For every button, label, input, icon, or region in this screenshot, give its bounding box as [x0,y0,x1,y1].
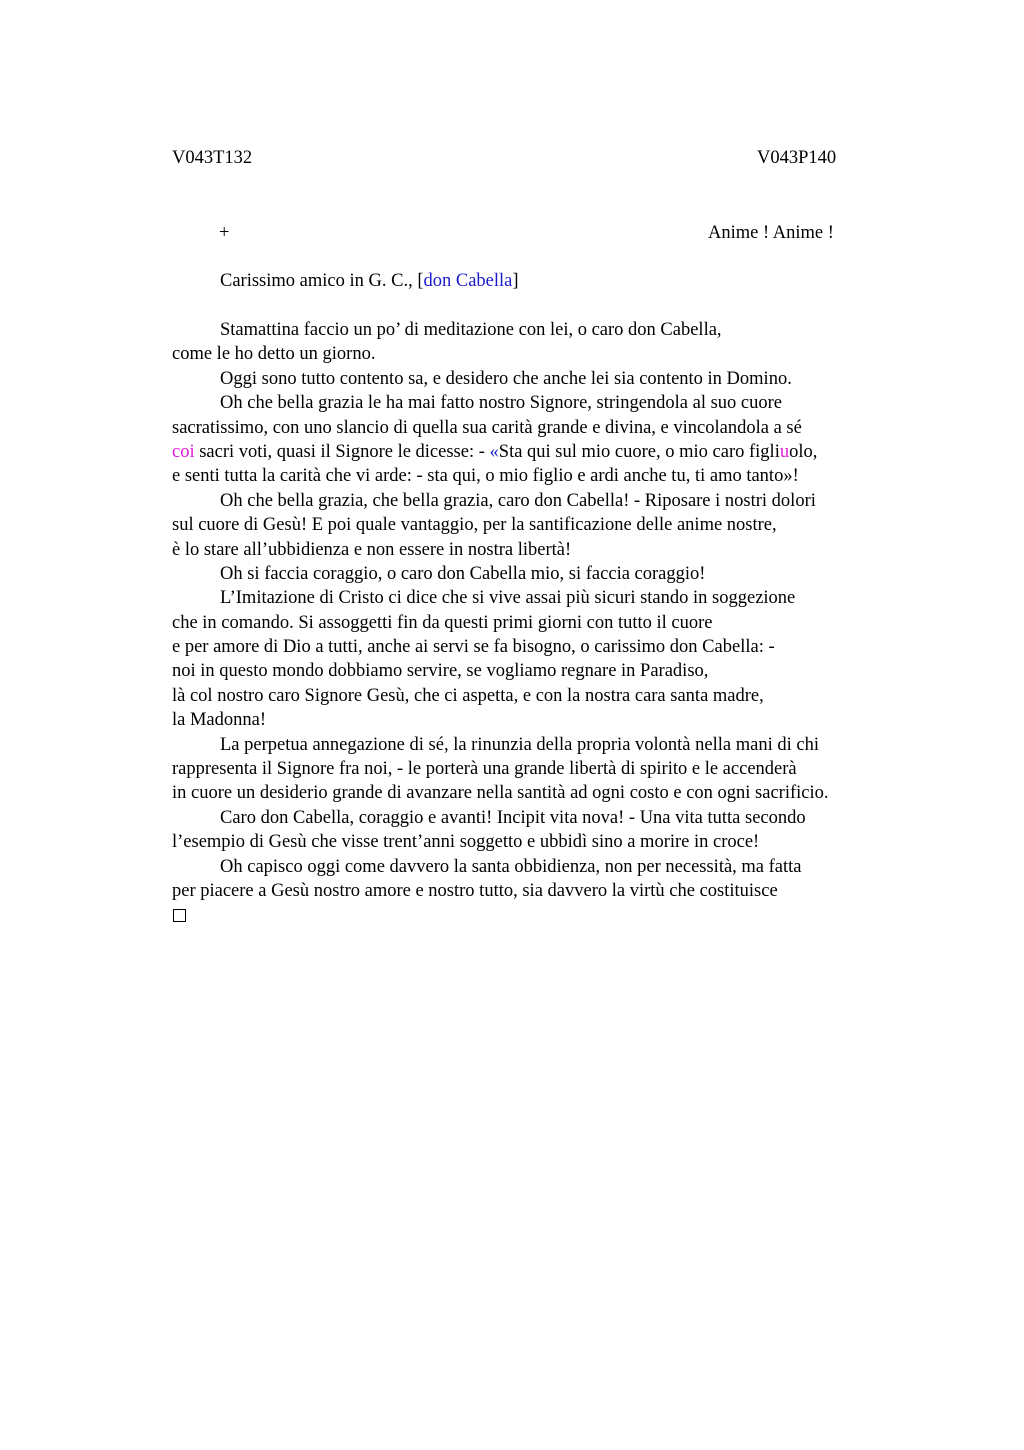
document-reference-left: V043T132 [172,148,253,168]
body-line: L’Imitazione di Cristo ci dice che si vive assai più sicuri stando in soggezione [220,588,796,609]
body-line: la Madonna! [172,710,267,731]
body-line: e senti tutta la carità che vi arde: - sta qui, o mio figlio e ardi anche tu, ti amo tanto»! [172,466,799,487]
body-line: Stamattina faccio un po’ di meditazione con lei, o caro don Cabella, [220,320,722,340]
salutation [220,272,519,291]
body-line: rappresenta il Signore fra noi, - le porterà una grande libertà di spirito e le accenderà [172,759,797,780]
quote-text: Sta qui sul mio cuore, o mio caro figli [498,441,780,462]
body-line: Oh che bella grazia le ha mai fatto nostro Signore, stringendola al suo cuore [220,393,783,414]
document-reference-right: V043P140 [757,148,837,168]
highlight-coi: coi [172,441,195,462]
salutation-suffix: ] [512,271,519,291]
body-line: e per amore di Dio a tutti, anche ai servi se fa bisogno, o carissimo don Cabella: - [172,637,775,658]
line-segment-tail: olo, [789,441,818,462]
body-line: per piacere a Gesù nostro amore e nostro tutto, sia davvero la virtù che costituisce [172,880,778,901]
checkbox-square-icon[interactable] [173,909,186,922]
body-line: Oh capisco oggi come davvero la santa obbidienza, non per necessità, ma fatta [220,856,802,877]
letter-body [172,318,932,903]
body-line: La perpetua annegazione di sé, la rinunzia della propria volontà nella mani di chi [220,734,819,755]
body-line: là col nostro caro Signore Gesù, che ci aspetta, e con la nostra cara santa madre, [172,685,764,706]
body-line: in cuore un desiderio grande di avanzare nella santità ad ogni costo e con ogni sacrificio. [172,783,829,804]
body-line: Oggi sono tutto contento sa, e desidero che anche lei sia contento in Domino. [220,368,792,389]
body-line: sacratissimo, con uno slancio di quella sua carità grande e divina, e vincolandola a sé [172,417,802,438]
salutation-prefix: Carissimo amico in G. C., [ [220,271,424,291]
line-segment: sacri voti, quasi il Signore le dicesse: - [194,441,490,462]
body-line: Caro don Cabella, coraggio e avanti! Incipit vita nova! - Una vita tutta secondo [220,807,806,828]
body-line: Oh che bella grazia, che bella grazia, caro don Cabella! - Riposare i nostri dolori [220,490,816,511]
quote-open-mark: « [489,441,499,462]
body-line: come le ho detto un giorno. [172,344,376,365]
cross-symbol: + [219,223,230,243]
highlight-u: u [779,441,790,462]
body-line: che in comando. Si assoggetti fin da questi primi giorni con tutto il cuore [172,612,713,633]
body-line: è lo stare all’ubbidienza e non essere in nostra libertà! [172,539,572,560]
body-line: sul cuore di Gesù! E poi quale vantaggio, per la santificazione delle anime nostre, [172,515,777,536]
body-line: l’esempio di Gesù che visse trent’anni soggetto e ubbidì sino a morire in croce! [172,832,760,853]
salutation-name: don Cabella [423,271,513,291]
motto: Anime ! Anime ! [708,223,834,243]
body-line: noi in questo mondo dobbiamo servire, se vogliamo regnare in Paradiso, [172,661,709,682]
body-line-highlighted [172,440,932,464]
body-line: Oh si faccia coraggio, o caro don Cabella mio, si faccia coraggio! [220,563,706,584]
